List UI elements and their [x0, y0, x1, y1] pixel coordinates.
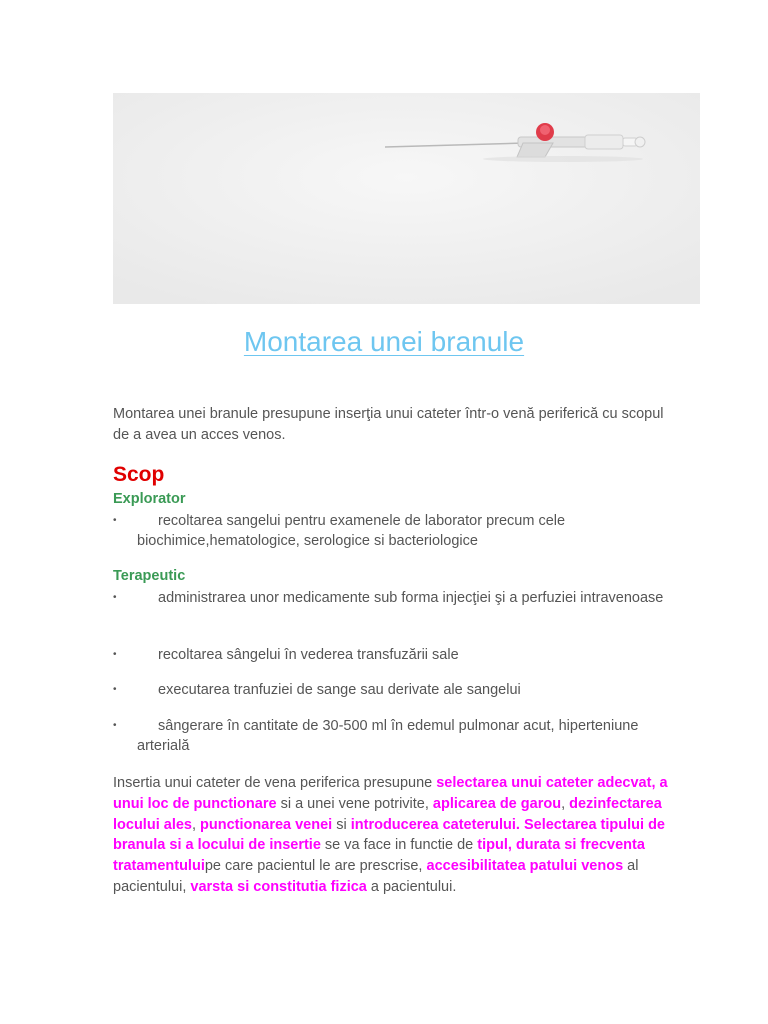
bullet-icon: • [113, 649, 117, 660]
paragraph-text: a pacientului. [366, 878, 457, 895]
page-title: Montarea unei branule [243, 326, 525, 357]
highlight-text: accesibilitatea patului venos [426, 858, 624, 875]
list-item [113, 716, 673, 756]
highlight-text: dezinfectarea locului ales [113, 795, 662, 833]
paragraph-text: se va face in functie de [320, 837, 478, 854]
highlight-text: punctionarea venei [200, 816, 333, 833]
list-item-text: executarea tranfuziei de sange sau derivate ale sangelui [158, 682, 521, 698]
paragraph-text: , [561, 795, 570, 812]
subheading-explorator: Explorator [113, 491, 186, 507]
list-item-text: administrarea unor medicamente sub forma injecţiei şi a perfuziei intravenoase [158, 590, 664, 606]
description-paragraph [113, 773, 673, 898]
highlight-text: , a unui loc de punctionare [113, 775, 668, 812]
highlight-text: introducerea cateterului. Selectarea tipului de branula si a locului de insertie [113, 816, 665, 854]
list-item [113, 511, 673, 551]
list-item [113, 588, 673, 608]
list-item [113, 680, 673, 700]
highlight-text: aplicarea de garou [432, 795, 562, 812]
list-item [113, 645, 673, 665]
bullet-icon: • [113, 684, 117, 695]
paragraph-text: al pacientului, [113, 858, 639, 895]
list-item-text: recoltarea sangelui pentru examenele de laborator precum cele biochimice,hematologice, serologice si bacteriologice [137, 513, 566, 549]
paragraph-text: Insertia unui cateter de vena periferica presupune [113, 775, 437, 791]
paragraph-text: pe care pacientul le are prescrise, [204, 858, 427, 875]
paragraph-text: si [332, 816, 351, 833]
subheading-terapeutic: Terapeutic [113, 568, 186, 584]
bullet-icon: • [113, 720, 117, 731]
intro-paragraph: Montarea unei branule presupune inserţia unui cateter într-o venă periferică cu scopul de a avea un acces venos. [113, 406, 664, 443]
scop-heading: Scop [113, 463, 165, 486]
paragraph-text: si a unei vene potrivite, [276, 795, 433, 812]
list-item-text: recoltarea sângelui în vederea transfuzării sale [158, 647, 459, 663]
list-item-text: sângerare în cantitate de 30-500 ml în edemul pulmonar acut, hiperteniune arterială [137, 718, 639, 754]
bullet-icon: • [113, 592, 117, 603]
highlight-text: tipul, durata si frecventa tratamentului [113, 837, 645, 875]
paragraph-text: , [191, 816, 201, 833]
catheter-illustration [113, 93, 700, 304]
bullet-icon: • [113, 515, 117, 526]
hero-image-catheter [113, 93, 700, 304]
highlight-text: selectarea unui cateter adecvat [436, 775, 652, 791]
highlight-text: varsta si constitutia fizica [190, 878, 367, 895]
